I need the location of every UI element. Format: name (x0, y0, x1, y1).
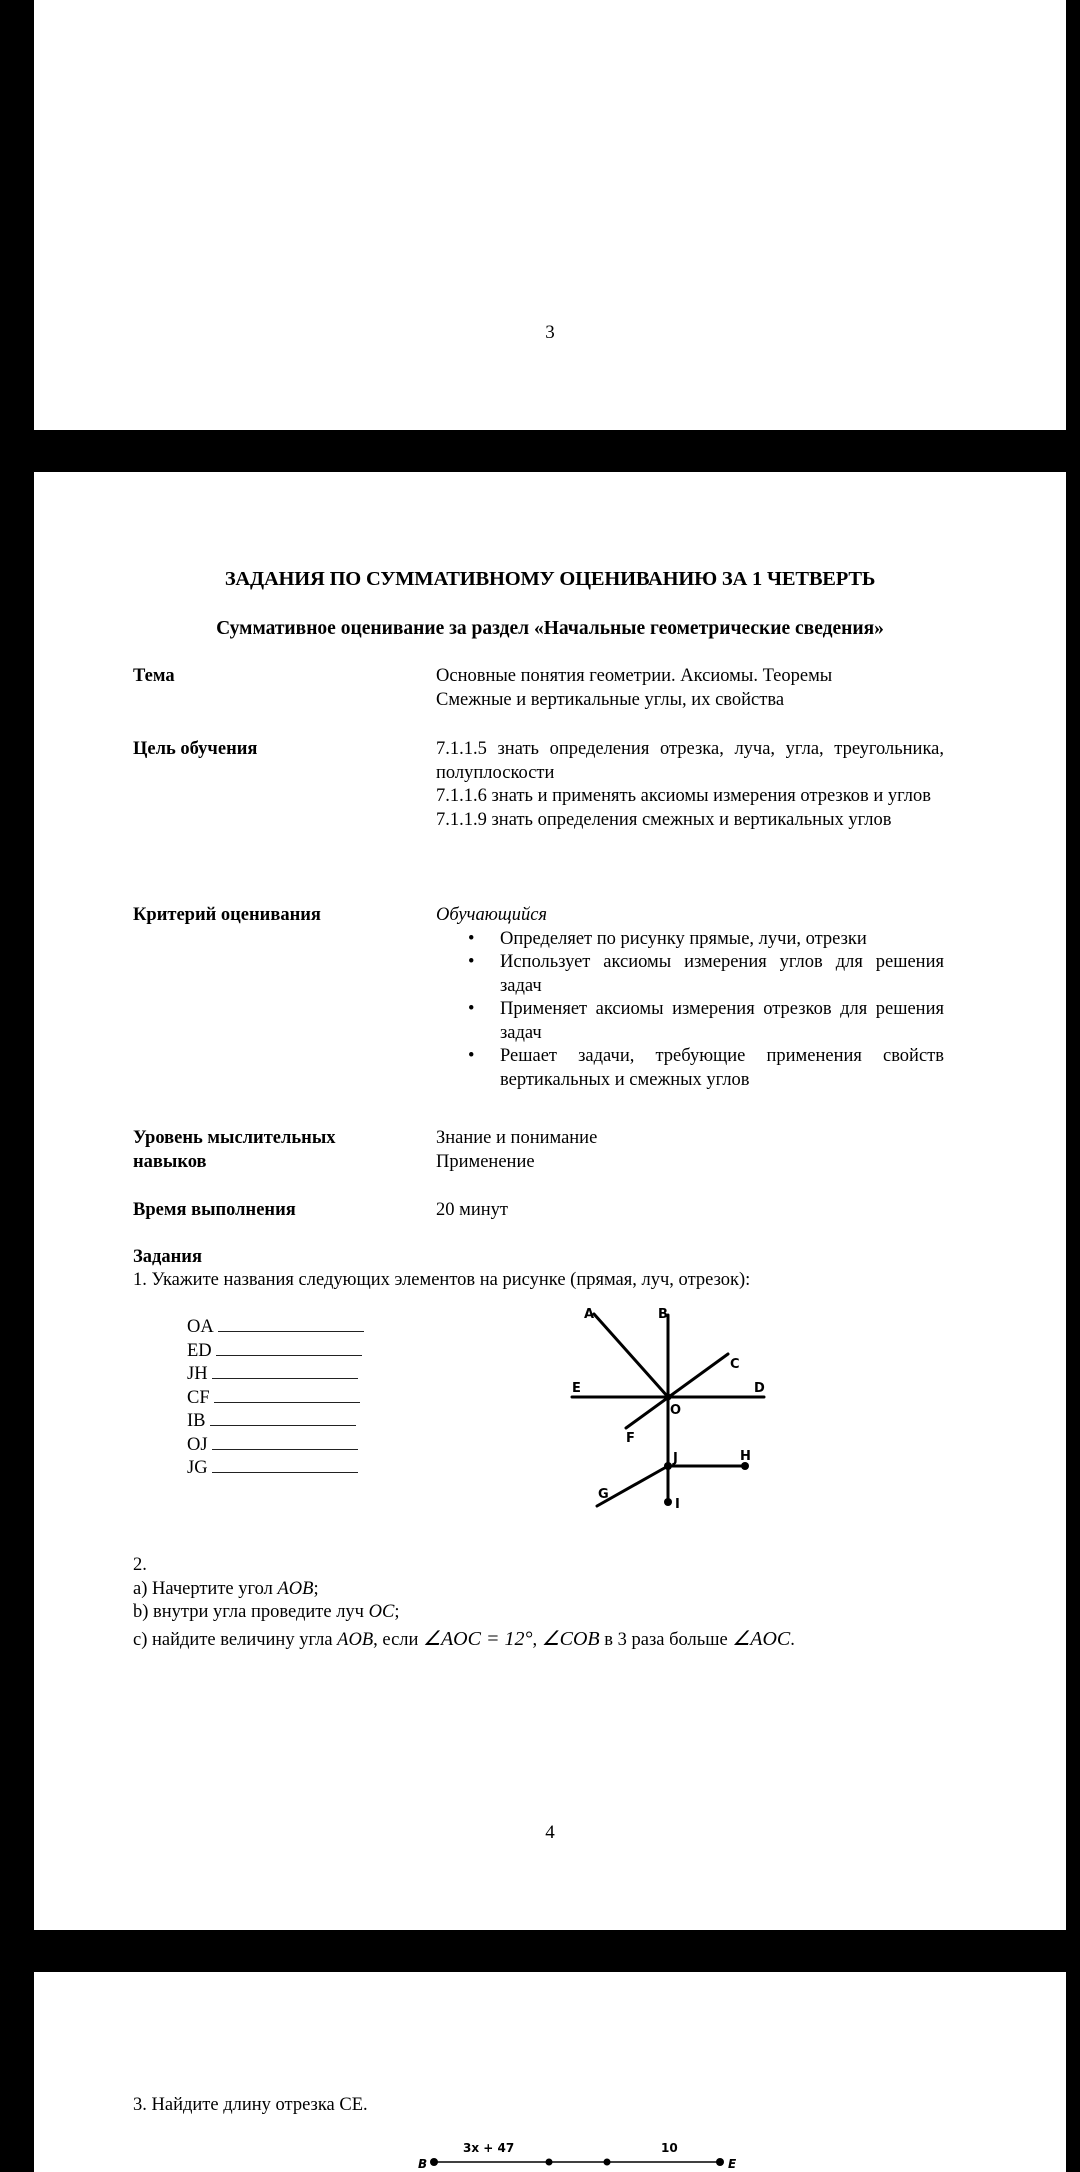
level-line: Знание и понимание (436, 1128, 598, 1148)
element-name: ED (187, 1340, 212, 1361)
task2-c-text: c) найдите величину угла (133, 1629, 338, 1650)
topic-label: Тема (133, 666, 175, 686)
criteria-value (436, 904, 944, 1092)
topic-line: Смежные и вертикальные углы, их свойства (436, 689, 785, 710)
criteria-intro: Обучающийся (436, 905, 548, 925)
task2-a (133, 1578, 795, 1602)
label-E: E (572, 1381, 581, 1396)
document-subtitle: Суммативное оценивание за раздел «Начальные геометрические сведения» (216, 618, 884, 639)
answer-row (187, 1409, 364, 1433)
page-3 (34, 0, 1066, 430)
label-B: B (658, 1307, 668, 1322)
label-A: A (584, 1307, 595, 1322)
topic-value (436, 665, 944, 712)
answer-blank[interactable] (212, 1362, 358, 1379)
criteria-label: Критерий оценивания (133, 905, 321, 925)
element-name: IB (187, 1411, 206, 1431)
criteria-list (436, 928, 944, 1093)
task2-number: 2. (133, 1555, 147, 1575)
angle-aob: AOB (337, 1629, 374, 1650)
angle-aoc: ∠AOC (732, 1627, 791, 1650)
punct: , (532, 1629, 542, 1650)
answer-blank[interactable] (216, 1339, 362, 1356)
time-value: 20 минут (436, 1200, 508, 1220)
page-number: 3 (545, 322, 555, 343)
answer-blank[interactable] (218, 1315, 364, 1332)
answer-blank[interactable] (210, 1409, 356, 1426)
label-D: D (754, 1381, 765, 1396)
level-line: Применение (436, 1151, 535, 1172)
punct: . (790, 1629, 795, 1650)
answer-row (187, 1456, 364, 1480)
time-label: Время выполнения (133, 1200, 296, 1220)
element-name: OJ (187, 1434, 208, 1455)
tasks-heading: Задания (133, 1247, 202, 1267)
point-O (665, 1394, 672, 1401)
answer-blank[interactable] (214, 1386, 360, 1403)
task2-a-text: a) Начертите угол (133, 1578, 278, 1599)
segment-label-right: 10 (661, 2141, 678, 2155)
goal-label: Цель обучения (133, 739, 258, 759)
element-name: JH (187, 1364, 208, 1384)
page-number: 4 (545, 1822, 555, 1843)
label-I: I (675, 1497, 680, 1512)
element-name: OA (187, 1317, 214, 1337)
criteria-bullet: • Применяет аксиомы измерения отрезков для решения задач (436, 998, 944, 1045)
level-label (133, 1127, 336, 1174)
task2-c-mid: в 3 раза больше (599, 1629, 733, 1650)
answer-row (187, 1339, 364, 1363)
task2-c (133, 1628, 795, 1653)
criteria-bullet: • Определяет по рисунку прямые, лучи, отрезки (436, 928, 944, 952)
ray-oc: OC (368, 1602, 395, 1622)
answer-blank[interactable] (212, 1433, 358, 1450)
label-F: F (626, 1431, 635, 1446)
condition-aoc: ∠AOC = 12° (423, 1627, 533, 1650)
level-label-line: навыков (133, 1151, 207, 1172)
point-E (716, 2158, 724, 2166)
task2-b (133, 1601, 795, 1625)
label-E: E (728, 2157, 737, 2171)
answer-row (187, 1362, 364, 1386)
goal-item: 7.1.1.6 знать и применять аксиомы измерения отрезков и углов (436, 786, 932, 806)
document-title: ЗАДАНИЯ ПО СУММАТИВНОМУ ОЦЕНИВАНИЮ ЗА 1 ЧЕТВЕРТЬ (224, 568, 876, 590)
point-J (664, 1462, 672, 1470)
label-B: B (418, 2157, 428, 2171)
label-H: H (740, 1449, 751, 1464)
line-AO (594, 1314, 668, 1397)
label-C: C (730, 1357, 740, 1372)
goal-item: 7.1.1.9 знать определения смежных и вертикальных углов (436, 809, 892, 830)
answer-blank[interactable] (212, 1456, 358, 1473)
point-B (430, 2158, 438, 2166)
criteria-bullet: • Использует аксиомы измерения углов для решения задач (436, 951, 944, 998)
element-name: JG (187, 1458, 208, 1478)
punct: ; (313, 1578, 319, 1599)
page-5 (34, 1972, 1066, 2172)
angle-aob: AOB (277, 1578, 314, 1599)
criteria-bullet: • Решает задачи, требующие применения свойств вертикальных и смежных углов (436, 1045, 944, 1092)
angle-cob: ∠COB (541, 1627, 600, 1650)
task1-text: 1. Укажите названия следующих элементов на рисунке (прямая, луч, отрезок): (133, 1270, 751, 1290)
answer-row (187, 1433, 364, 1457)
goal-item: 7.1.1.5 знать определения отрезка, луча, угла, треугольника, полуплоскости (436, 739, 944, 783)
punct: ; (394, 1602, 400, 1622)
answer-row (187, 1386, 364, 1410)
task3-text: 3. Найдите длину отрезка CE. (133, 2095, 368, 2115)
task2-block (133, 1554, 795, 1652)
level-value (436, 1127, 944, 1174)
point-I (664, 1498, 672, 1506)
goal-value (436, 738, 944, 832)
label-O: O (670, 1403, 682, 1418)
element-name: CF (187, 1387, 210, 1408)
label-G: G (598, 1487, 609, 1502)
page-4 (34, 472, 1066, 1930)
geometry-figure (560, 1300, 800, 1540)
answer-row (187, 1315, 364, 1339)
label-J: J (673, 1451, 678, 1466)
segment-diagram (374, 2132, 754, 2172)
task2-c-if: , если (373, 1629, 424, 1650)
task2-b-text: b) внутри угла проведите луч (133, 1602, 369, 1622)
task1-answer-list (187, 1315, 364, 1480)
level-label-line: Уровень мыслительных (133, 1128, 336, 1148)
segment-label-left: 3x + 47 (463, 2141, 515, 2155)
topic-line: Основные понятия геометрии. Аксиомы. Теоремы (436, 666, 833, 686)
